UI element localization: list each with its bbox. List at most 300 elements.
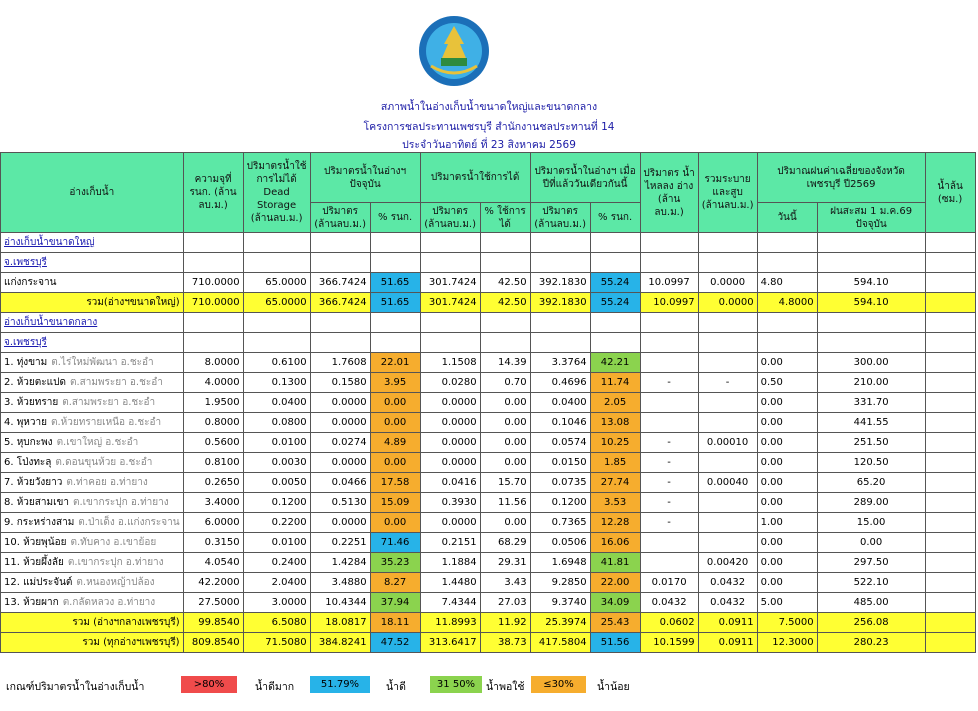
cell-vol: 0.0000 <box>310 393 370 413</box>
cell-cap: 8.0000 <box>183 353 243 373</box>
cell-dead: 2.0400 <box>243 573 310 593</box>
cell-inflow <box>640 353 698 373</box>
reservoir-location: ต.ทับคาง อ.เขาย้อย <box>70 537 157 548</box>
cell-today: 0.00 <box>757 453 817 473</box>
reservoir-name <box>1 493 184 513</box>
cell-ly: 392.1830 <box>530 273 590 293</box>
empty-cell <box>640 333 698 353</box>
reservoir-name <box>1 513 184 533</box>
reservoir-name <box>1 593 184 613</box>
cell-lypct: 11.74 <box>590 373 640 393</box>
report-subtitle: โครงการชลประทานเพชรบุรี สำนักงานชลประทานที่ 14 <box>363 121 615 133</box>
cell-accum: 210.00 <box>817 373 925 393</box>
total-vol: 366.7424 <box>310 293 370 313</box>
reservoir-location: ต.หนองหญ้าปล้อง <box>76 577 155 588</box>
col-inflow: ปริมาตร น้ำ ไหลลง อ่าง (ล้าน ลบ.ม.) <box>640 153 698 233</box>
cell-dead: 0.2200 <box>243 513 310 533</box>
table-row <box>1 273 976 293</box>
cell-ly: 1.6948 <box>530 553 590 573</box>
empty-cell <box>640 313 698 333</box>
cell-rel <box>698 533 757 553</box>
total-accum: 280.23 <box>817 633 925 653</box>
cell-overflow <box>925 493 975 513</box>
cell-dead: 0.1300 <box>243 373 310 393</box>
cell-cap: 27.5000 <box>183 593 243 613</box>
cell-upct: 11.56 <box>480 493 530 513</box>
cell-dead: 0.1200 <box>243 493 310 513</box>
reservoir-location: ต.เขากระปุก อ.ท่ายาง <box>72 497 169 508</box>
cell-upct: 68.29 <box>480 533 530 553</box>
section-row <box>1 233 976 253</box>
cell-use: 0.3930 <box>420 493 480 513</box>
cell-cap: 0.8100 <box>183 453 243 473</box>
cell-lypct: 10.25 <box>590 433 640 453</box>
reservoir-name <box>1 453 184 473</box>
reservoir-location: ต.เขากระปุก อ.ท่ายาง <box>67 557 164 568</box>
col-capacity: ความจุที่ รนก. (ล้านลบ.ม.) <box>183 153 243 233</box>
cell-use: 1.1508 <box>420 353 480 373</box>
cell-accum: 65.20 <box>817 473 925 493</box>
cell-inflow: - <box>640 513 698 533</box>
total-today: 4.8000 <box>757 293 817 313</box>
cell-use: 0.0416 <box>420 473 480 493</box>
cell-lypct: 13.08 <box>590 413 640 433</box>
cell-pct: 71.46 <box>370 533 420 553</box>
total-upct: 42.50 <box>480 293 530 313</box>
total-inflow: 10.0997 <box>640 293 698 313</box>
total-vol: 18.0817 <box>310 613 370 633</box>
total-ly: 417.5804 <box>530 633 590 653</box>
empty-cell <box>480 313 530 333</box>
cell-upct: 0.00 <box>480 433 530 453</box>
cell-lypct: 55.24 <box>590 273 640 293</box>
cell-rel: 0.0000 <box>698 273 757 293</box>
table-row <box>1 593 976 613</box>
legend-text-fair: น้ำพอใช้ <box>486 681 525 693</box>
total-use: 301.7424 <box>420 293 480 313</box>
cell-ly: 0.0150 <box>530 453 590 473</box>
cell-cap: 0.8000 <box>183 413 243 433</box>
total-row <box>1 633 976 653</box>
cell-vol: 0.2251 <box>310 533 370 553</box>
cell-use: 301.7424 <box>420 273 480 293</box>
cell-cap: 4.0540 <box>183 553 243 573</box>
total-row <box>1 613 976 633</box>
royal-irrigation-logo <box>417 14 491 88</box>
cell-overflow <box>925 473 975 493</box>
total-pct: 47.52 <box>370 633 420 653</box>
cell-today: 0.00 <box>757 393 817 413</box>
cell-today: 0.00 <box>757 473 817 493</box>
cell-today: 0.00 <box>757 573 817 593</box>
cell-ly: 0.0506 <box>530 533 590 553</box>
empty-cell <box>243 333 310 353</box>
table-row <box>1 413 976 433</box>
cell-inflow: - <box>640 453 698 473</box>
section-province: จ.เพชรบุรี <box>1 333 184 353</box>
cell-dead: 0.0030 <box>243 453 310 473</box>
empty-cell <box>480 253 530 273</box>
cell-ly: 9.2850 <box>530 573 590 593</box>
section-row <box>1 253 976 273</box>
legend-box-fair: 31 50% <box>430 676 482 693</box>
total-overflow <box>925 613 975 633</box>
reservoir-name <box>1 473 184 493</box>
reservoir-label: 4. พุหวาย <box>4 417 47 428</box>
cell-inflow <box>640 393 698 413</box>
empty-cell <box>590 333 640 353</box>
empty-cell <box>640 233 698 253</box>
cell-vol: 0.0466 <box>310 473 370 493</box>
empty-cell <box>480 333 530 353</box>
cell-overflow <box>925 433 975 453</box>
cell-pct: 8.27 <box>370 573 420 593</box>
empty-cell <box>370 253 420 273</box>
cell-pct: 51.65 <box>370 273 420 293</box>
table-body <box>1 233 976 653</box>
cell-rel <box>698 353 757 373</box>
reservoir-name <box>1 393 184 413</box>
reservoir-location: ต.ไร่ใหม่พัฒนา อ.ชะอำ <box>51 357 154 368</box>
cell-upct: 0.00 <box>480 413 530 433</box>
col-overflow: น้ำล้น (ซม.) <box>925 153 975 233</box>
total-pct: 18.11 <box>370 613 420 633</box>
cell-dead: 3.0000 <box>243 593 310 613</box>
empty-cell <box>817 313 925 333</box>
total-use: 11.8993 <box>420 613 480 633</box>
cell-accum: 120.50 <box>817 453 925 473</box>
col-dead-storage: ปริมาตรน้ำใช้การไม่ได้ Dead Storage (ล้านลบ.ม.) <box>243 153 310 233</box>
reservoir-label: 11. ห้วยผึ้งลัย <box>4 557 64 568</box>
cell-rel <box>698 393 757 413</box>
cell-rel: 0.0432 <box>698 593 757 613</box>
cell-overflow <box>925 453 975 473</box>
cell-vol: 0.1580 <box>310 373 370 393</box>
cell-accum: 15.00 <box>817 513 925 533</box>
empty-cell <box>757 233 817 253</box>
cell-today: 0.00 <box>757 493 817 513</box>
empty-cell <box>925 233 975 253</box>
cell-inflow: 0.0432 <box>640 593 698 613</box>
cell-upct: 42.50 <box>480 273 530 293</box>
reservoir-name <box>1 273 184 293</box>
empty-cell <box>310 233 370 253</box>
sub-volume: ปริมาตร (ล้านลบ.ม.) <box>530 203 590 233</box>
reservoir-label: 2. ห้วยตะแปด <box>4 377 66 388</box>
cell-overflow <box>925 593 975 613</box>
legend-text-good: น้ำดี <box>386 681 406 693</box>
cell-overflow <box>925 273 975 293</box>
total-dead: 65.0000 <box>243 293 310 313</box>
reservoir-label: 3. ห้วยทราย <box>4 397 59 408</box>
empty-cell <box>640 253 698 273</box>
cell-vol: 0.0000 <box>310 413 370 433</box>
cell-overflow <box>925 373 975 393</box>
cell-pct: 35.23 <box>370 553 420 573</box>
reservoir-label: 7. ห้วยวังยาว <box>4 477 63 488</box>
empty-cell <box>925 333 975 353</box>
cell-vol: 0.5130 <box>310 493 370 513</box>
cell-overflow <box>925 413 975 433</box>
empty-cell <box>530 253 590 273</box>
reservoir-location: ต.กลัดหลวง อ.ท่ายาง <box>62 597 156 608</box>
empty-cell <box>183 233 243 253</box>
cell-dead: 0.0100 <box>243 533 310 553</box>
total-inflow: 10.1599 <box>640 633 698 653</box>
reservoir-location: ต.ท่าคอย อ.ท่ายาง <box>66 477 148 488</box>
cell-pct: 22.01 <box>370 353 420 373</box>
legend-box-excellent: >80% <box>181 676 237 693</box>
cell-lypct: 16.06 <box>590 533 640 553</box>
total-cap: 809.8540 <box>183 633 243 653</box>
cell-ly: 0.1200 <box>530 493 590 513</box>
cell-rel: - <box>698 373 757 393</box>
cell-accum: 441.55 <box>817 413 925 433</box>
col-release: รวมระบาย และสูบ (ล้านลบ.ม.) <box>698 153 757 233</box>
cell-lypct: 41.81 <box>590 553 640 573</box>
reservoir-label: 13. ห้วยผาก <box>4 597 59 608</box>
empty-cell <box>370 313 420 333</box>
empty-cell <box>420 233 480 253</box>
empty-cell <box>530 333 590 353</box>
total-accum: 256.08 <box>817 613 925 633</box>
cell-lypct: 22.00 <box>590 573 640 593</box>
total-label: รวม (อ่างฯกลางเพชรบุรี) <box>1 613 184 633</box>
empty-cell <box>698 313 757 333</box>
reservoir-location: ต.เขาใหญ่ อ.ชะอำ <box>56 437 139 448</box>
empty-cell <box>420 333 480 353</box>
cell-accum: 289.00 <box>817 493 925 513</box>
cell-vol: 1.7608 <box>310 353 370 373</box>
table-row <box>1 453 976 473</box>
cell-inflow: - <box>640 493 698 513</box>
table-row <box>1 573 976 593</box>
reservoir-location: ต.ป่าเด็ง อ.แก่งกระจาน <box>78 517 180 528</box>
legend-label: เกณฑ์ปริมาตรน้ำในอ่างเก็บน้ำ <box>6 681 145 693</box>
total-overflow <box>925 293 975 313</box>
empty-cell <box>925 253 975 273</box>
sub-pct-use: % ใช้การได้ <box>480 203 530 233</box>
cell-inflow: - <box>640 373 698 393</box>
empty-cell <box>243 233 310 253</box>
cell-cap: 4.0000 <box>183 373 243 393</box>
cell-vol: 3.4880 <box>310 573 370 593</box>
cell-pct: 0.00 <box>370 513 420 533</box>
cell-overflow <box>925 393 975 413</box>
cell-upct: 3.43 <box>480 573 530 593</box>
cell-cap: 710.0000 <box>183 273 243 293</box>
empty-cell <box>698 233 757 253</box>
total-ly: 25.3974 <box>530 613 590 633</box>
cell-lypct: 3.53 <box>590 493 640 513</box>
total-label: รวม (ทุกอ่างฯเพชรบุรี) <box>1 633 184 653</box>
cell-ly: 3.3764 <box>530 353 590 373</box>
cell-inflow <box>640 533 698 553</box>
cell-ly: 0.0400 <box>530 393 590 413</box>
total-vol: 384.8241 <box>310 633 370 653</box>
table-row <box>1 353 976 373</box>
cell-inflow <box>640 553 698 573</box>
sub-pct-cap: % รนก. <box>590 203 640 233</box>
cell-accum: 485.00 <box>817 593 925 613</box>
reservoir-label: 9. กระหร่างสาม <box>4 517 75 528</box>
cell-today: 4.80 <box>757 273 817 293</box>
cell-upct: 15.70 <box>480 473 530 493</box>
reservoir-name <box>1 373 184 393</box>
reservoir-location: ต.ห้วยทรายเหนือ อ.ชะอำ <box>51 417 162 428</box>
section-medium: อ่างเก็บน้ำขนาดกลาง <box>1 313 184 333</box>
table-header <box>1 153 976 233</box>
empty-cell <box>817 253 925 273</box>
cell-ly: 0.1046 <box>530 413 590 433</box>
cell-use: 1.4480 <box>420 573 480 593</box>
empty-cell <box>590 313 640 333</box>
reservoir-name <box>1 533 184 553</box>
cell-inflow: 10.0997 <box>640 273 698 293</box>
cell-lypct: 42.21 <box>590 353 640 373</box>
cell-pct: 0.00 <box>370 453 420 473</box>
reservoir-name <box>1 573 184 593</box>
cell-rel <box>698 513 757 533</box>
empty-cell <box>370 333 420 353</box>
legend-box-good: 51.79% <box>310 676 370 693</box>
cell-rel <box>698 413 757 433</box>
empty-cell <box>530 233 590 253</box>
cell-accum: 297.50 <box>817 553 925 573</box>
col-reservoir: อ่างเก็บน้ำ <box>1 153 184 233</box>
legend-box-low: ≤30% <box>531 676 586 693</box>
reservoir-table <box>0 152 976 653</box>
report-title: สภาพน้ำในอ่างเก็บน้ำขนาดใหญ่และขนาดกลาง <box>380 101 598 113</box>
empty-cell <box>925 313 975 333</box>
table-row <box>1 473 976 493</box>
cell-accum: 594.10 <box>817 273 925 293</box>
cell-today: 0.00 <box>757 553 817 573</box>
cell-upct: 29.31 <box>480 553 530 573</box>
section-row <box>1 333 976 353</box>
total-overflow <box>925 633 975 653</box>
cell-cap: 3.4000 <box>183 493 243 513</box>
cell-upct: 27.03 <box>480 593 530 613</box>
cell-use: 0.0000 <box>420 433 480 453</box>
total-upct: 38.73 <box>480 633 530 653</box>
empty-cell <box>310 333 370 353</box>
cell-vol: 0.0000 <box>310 513 370 533</box>
cell-today: 0.00 <box>757 413 817 433</box>
total-ly: 392.1830 <box>530 293 590 313</box>
table-row <box>1 373 976 393</box>
empty-cell <box>757 313 817 333</box>
section-row <box>1 313 976 333</box>
total-dead: 71.5080 <box>243 633 310 653</box>
cell-inflow: - <box>640 473 698 493</box>
cell-cap: 0.2650 <box>183 473 243 493</box>
cell-lypct: 12.28 <box>590 513 640 533</box>
cell-dead: 0.0400 <box>243 393 310 413</box>
cell-accum: 300.00 <box>817 353 925 373</box>
total-upct: 11.92 <box>480 613 530 633</box>
empty-cell <box>310 313 370 333</box>
cell-accum: 0.00 <box>817 533 925 553</box>
cell-vol: 1.4284 <box>310 553 370 573</box>
total-cap: 99.8540 <box>183 613 243 633</box>
cell-lypct: 1.85 <box>590 453 640 473</box>
reservoir-label: 12. แม่ประจันต์ <box>4 577 73 588</box>
cell-pct: 15.09 <box>370 493 420 513</box>
cell-use: 7.4344 <box>420 593 480 613</box>
section-province: จ.เพชรบุรี <box>1 253 184 273</box>
cell-overflow <box>925 553 975 573</box>
empty-cell <box>590 253 640 273</box>
cell-cap: 1.9500 <box>183 393 243 413</box>
sub-accum: ฝนสะสม 1 ม.ค.69 ปัจจุบัน <box>817 203 925 233</box>
total-lypct: 55.24 <box>590 293 640 313</box>
sub-pct-cap: % รนก. <box>370 203 420 233</box>
empty-cell <box>480 233 530 253</box>
empty-cell <box>757 333 817 353</box>
report-date: ประจำวันอาทิตย์ ที่ 23 สิงหาคม 2569 <box>402 139 576 151</box>
cell-pct: 0.00 <box>370 393 420 413</box>
table-row <box>1 553 976 573</box>
reservoir-name <box>1 553 184 573</box>
cell-overflow <box>925 353 975 373</box>
cell-rel: 0.00420 <box>698 553 757 573</box>
empty-cell <box>183 253 243 273</box>
cell-use: 0.0000 <box>420 413 480 433</box>
cell-rel <box>698 493 757 513</box>
cell-dead: 65.0000 <box>243 273 310 293</box>
cell-vol: 0.0274 <box>310 433 370 453</box>
total-lypct: 25.43 <box>590 613 640 633</box>
empty-cell <box>243 313 310 333</box>
cell-dead: 0.0100 <box>243 433 310 453</box>
reservoir-name <box>1 433 184 453</box>
total-rel: 0.0911 <box>698 633 757 653</box>
total-row <box>1 293 976 313</box>
sub-volume: ปริมาตร (ล้านลบ.ม.) <box>420 203 480 233</box>
cell-today: 1.00 <box>757 513 817 533</box>
total-inflow: 0.0602 <box>640 613 698 633</box>
col-rain: ปริมาณฝนค่าเฉลี่ยของจังหวัด เพชรบุรี ปี2569 <box>757 153 925 203</box>
reservoir-label: แก่งกระจาน <box>4 277 57 288</box>
empty-cell <box>698 253 757 273</box>
reservoir-label: 10. ห้วยพุน้อย <box>4 537 67 548</box>
cell-use: 1.1884 <box>420 553 480 573</box>
cell-inflow: - <box>640 433 698 453</box>
cell-inflow: 0.0170 <box>640 573 698 593</box>
cell-upct: 14.39 <box>480 353 530 373</box>
cell-ly: 0.4696 <box>530 373 590 393</box>
cell-dead: 0.2400 <box>243 553 310 573</box>
total-dead: 6.5080 <box>243 613 310 633</box>
cell-upct: 0.70 <box>480 373 530 393</box>
reservoir-label: 1. ทุ่งขาม <box>4 357 48 368</box>
reservoir-label: 8. ห้วยสามเขา <box>4 497 69 508</box>
cell-today: 0.00 <box>757 433 817 453</box>
cell-dead: 0.0800 <box>243 413 310 433</box>
cell-cap: 6.0000 <box>183 513 243 533</box>
cell-ly: 9.3740 <box>530 593 590 613</box>
cell-pct: 17.58 <box>370 473 420 493</box>
total-rel: 0.0000 <box>698 293 757 313</box>
cell-cap: 0.3150 <box>183 533 243 553</box>
cell-accum: 251.50 <box>817 433 925 453</box>
cell-pct: 4.89 <box>370 433 420 453</box>
cell-accum: 331.70 <box>817 393 925 413</box>
reservoir-name <box>1 353 184 373</box>
empty-cell <box>370 233 420 253</box>
section-large: อ่างเก็บน้ำขนาดใหญ่ <box>1 233 184 253</box>
